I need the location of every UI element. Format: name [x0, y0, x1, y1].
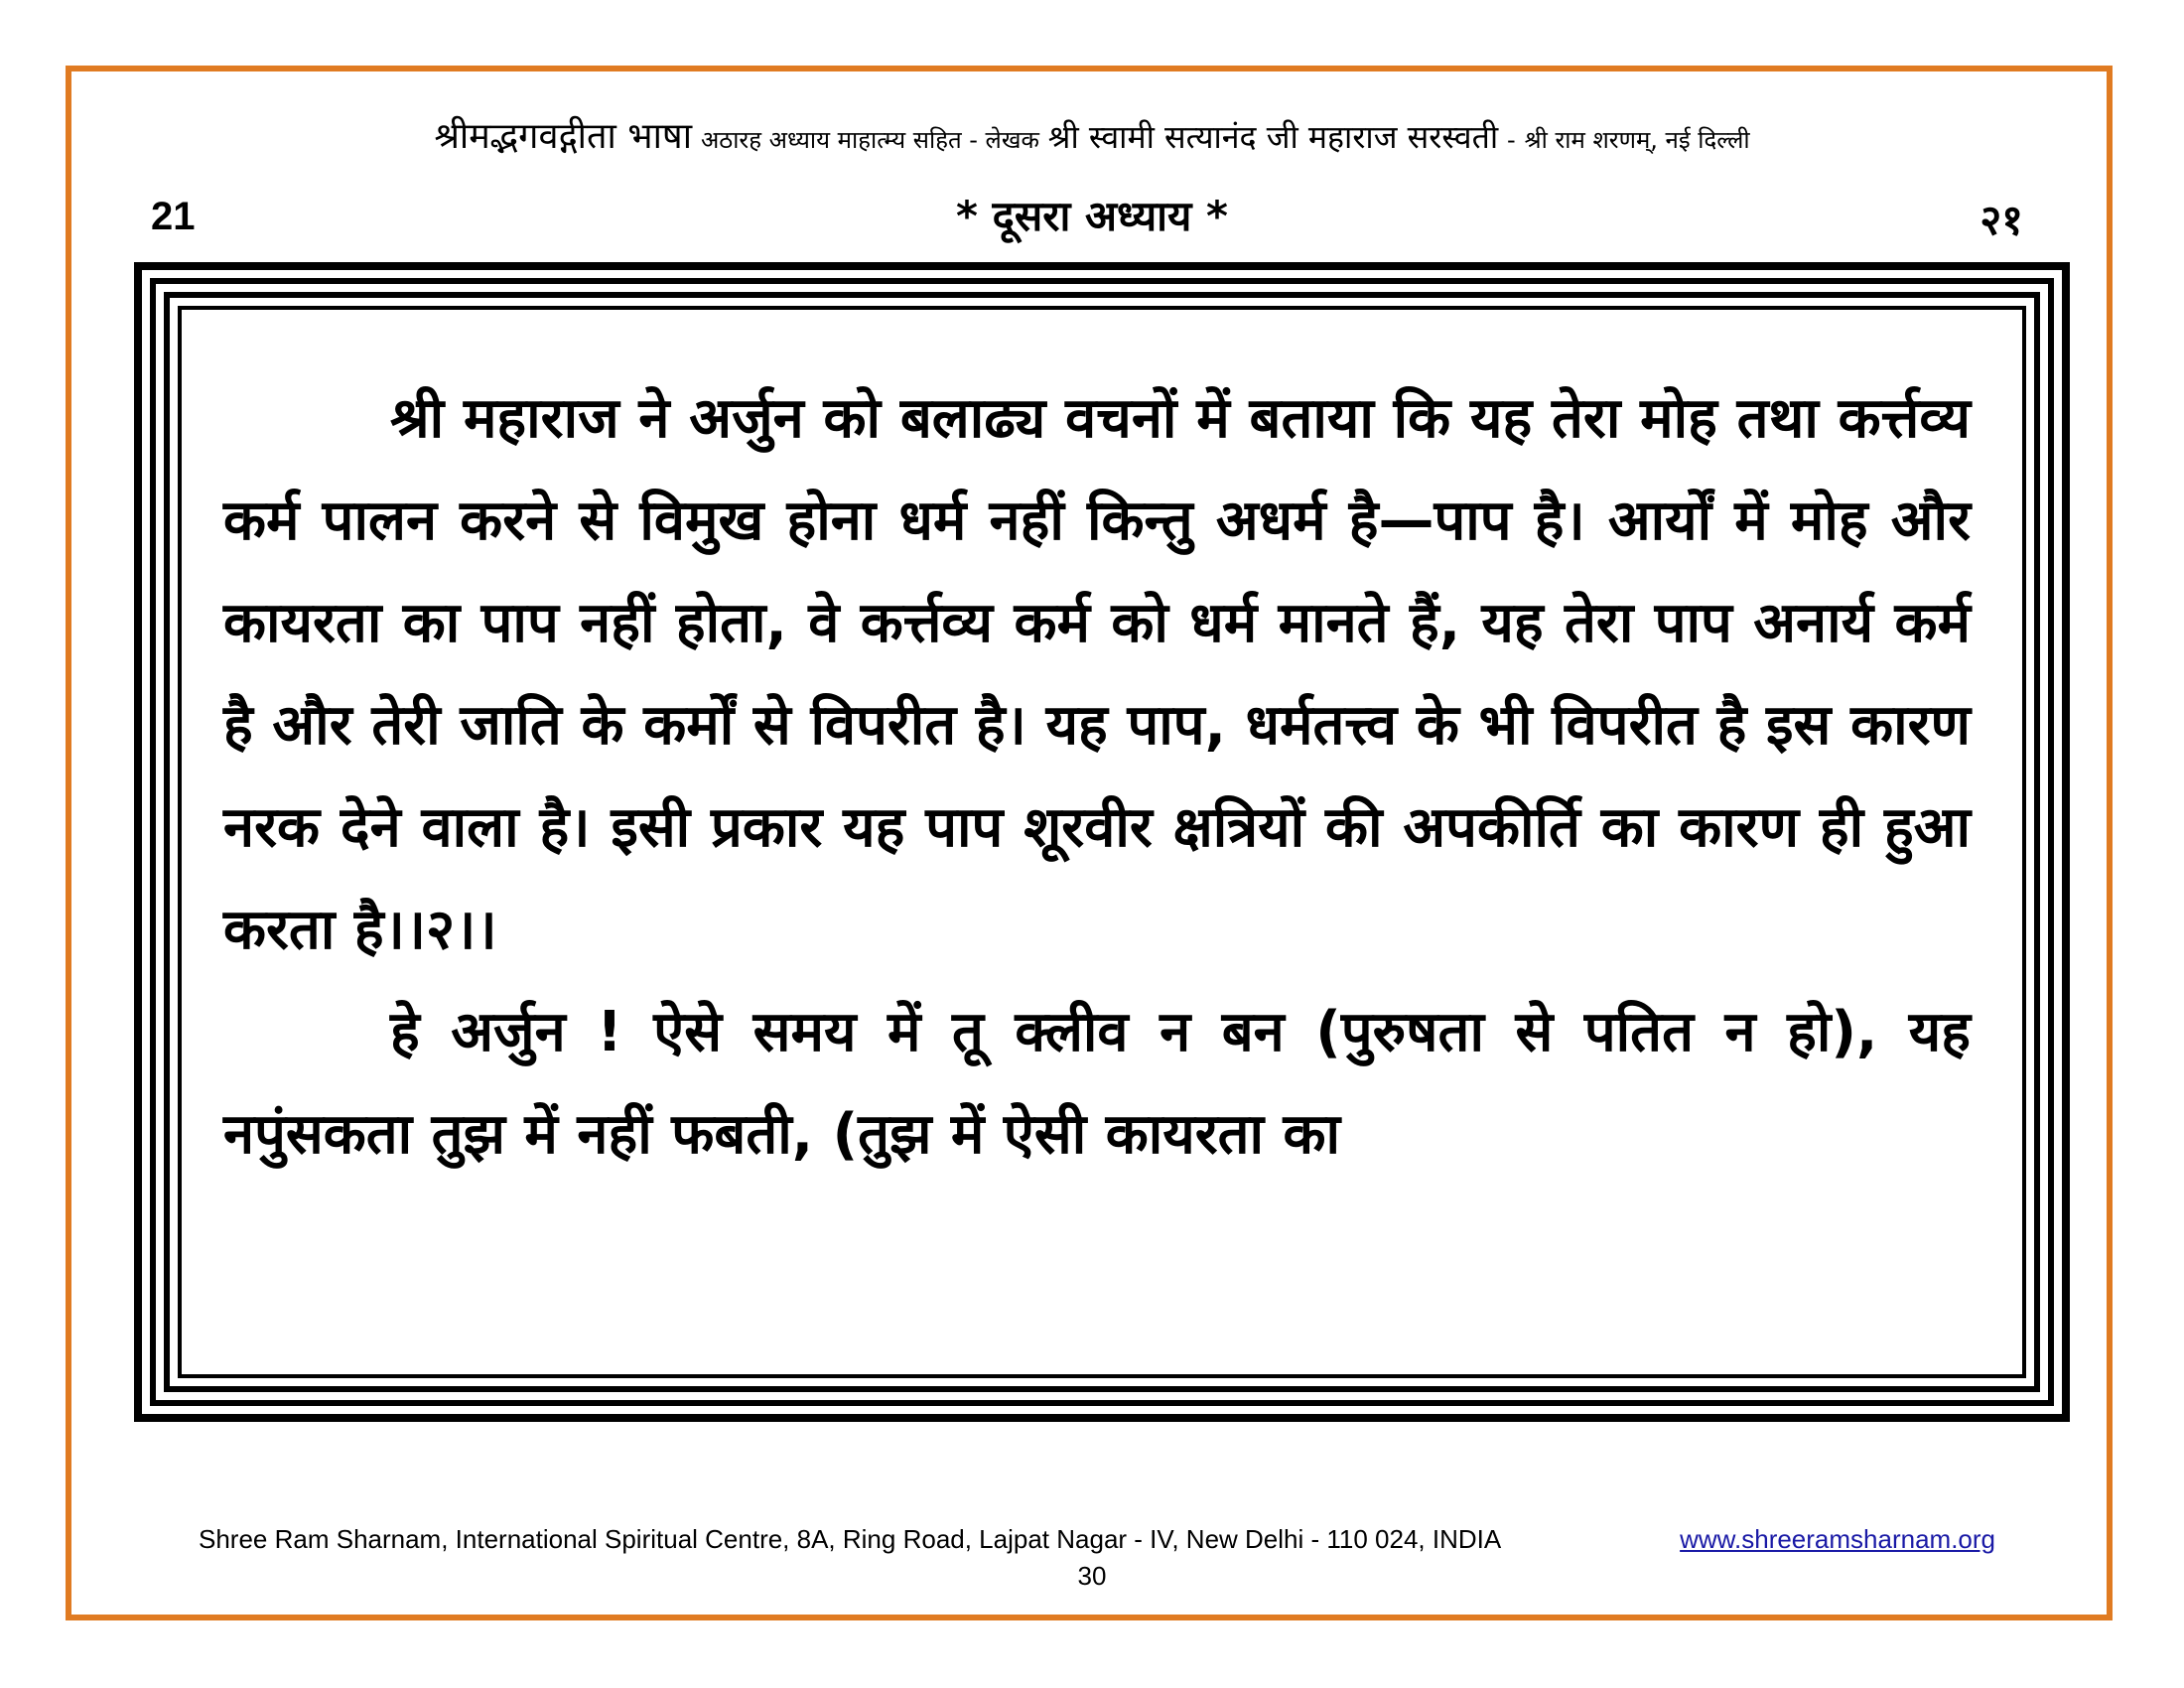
footer-address: Shree Ram Sharnam, International Spiritual Centre, 8A, Ring Road, Lajpat Nagar - IV, New Delhi - 110 024, INDIA	[199, 1524, 1502, 1554]
page-number-left: 21	[151, 195, 196, 238]
book-author: श्री स्वामी सत्यानंद जी महाराज सरस्वती	[1047, 118, 1499, 156]
running-header	[99, 117, 2085, 160]
book-subtitle: अठारह अध्याय माहात्म्य सहित - लेखक	[700, 126, 1039, 154]
header-separator: -	[1507, 126, 1516, 154]
chapter-title: * दूसरा अध्याय *	[955, 192, 1229, 240]
paragraph: श्री महाराज ने अर्जुन को बलाढ्य वचनों में बताया कि यह तेरा मोह तथा कर्त्तव्य कर्म पालन करने से विमुख होना धर्म नहीं किन्तु अधर्म है—पाप है। आर्यों में मोह और कायरता का पाप नहीं होता, वे कर्त्तव्य कर्म को धर्म मानते हैं, यह तेरा पाप अनार्य कर्म है और तेरी जाति के कर्मों से विपरीत है। यह पाप, धर्मतत्त्व के भी विपरीत है इस कारण नरक देने वाला है। इसी प्रकार यह पाप शूरवीर क्षत्रियों की अपकीर्ति का कारण ही हुआ करता है।।२।।	[223, 386, 1971, 962]
footer-page-number: 30	[1077, 1561, 1107, 1591]
book-title: श्रीमद्भगवद्गीता भाषा	[434, 116, 693, 157]
website-link[interactable]: www.shreeramsharnam.org	[1680, 1524, 1995, 1554]
page-number-right: २१	[1979, 196, 2023, 244]
paragraph: हे अर्जुन ! ऐसे समय में तू क्लीव न बन (पुरुषता से पतित न हो), यह नपुंसकता तुझ में नहीं फबती, (तुझ में ऐसी कायरता का	[223, 1000, 1971, 1167]
footer	[199, 1524, 1995, 1555]
scripture-text	[223, 367, 1971, 1186]
book-publisher: श्री राम शरणम्, नई दिल्ली	[1524, 126, 1750, 154]
